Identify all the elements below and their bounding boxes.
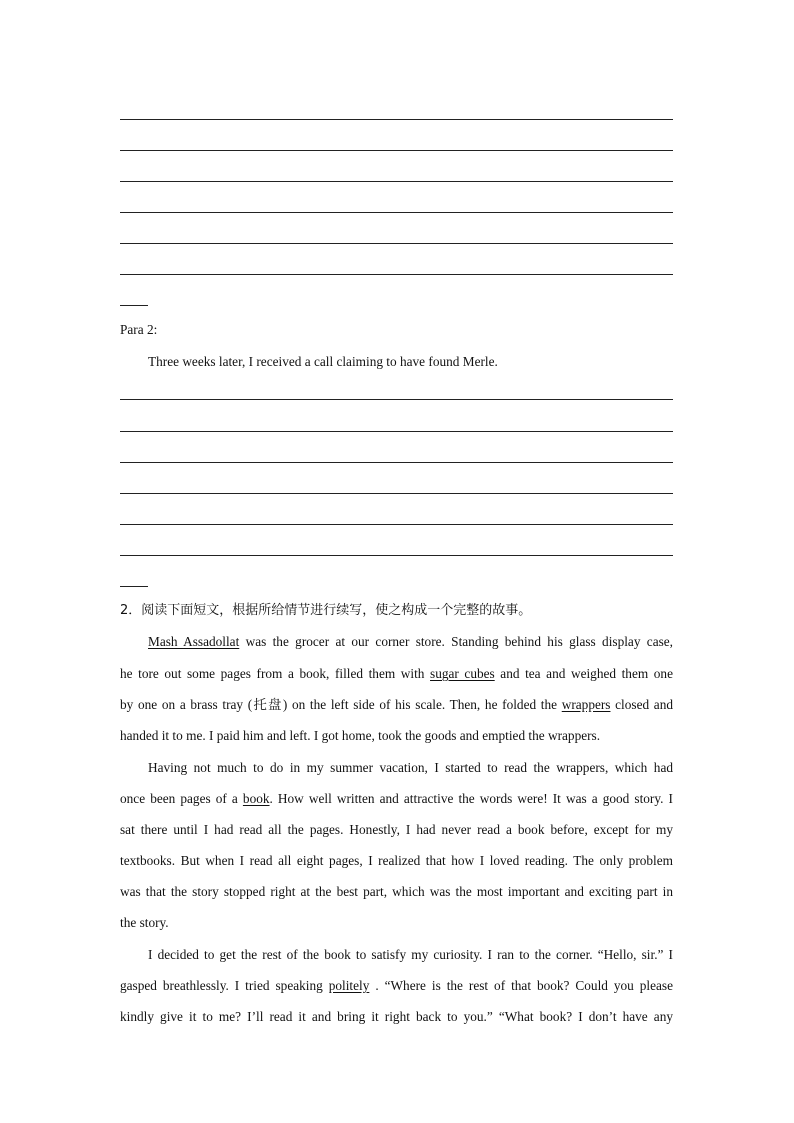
answer-line[interactable] [120, 555, 673, 556]
question-heading: 2．阅读下面短文，根据所给情节进行续写，使之构成一个完整的故事。 [120, 603, 532, 618]
passage-line: I decided to get the rest of the book to satisfy my curiosity. I ran to the corner. “Hello, sir.” I [148, 947, 673, 962]
passage-text: he tore out some pages from a book, filled them with [120, 666, 431, 681]
answer-line[interactable] [120, 274, 673, 275]
underlined-term: book [242, 791, 270, 806]
passage-text: and tea and weighed them one [494, 666, 673, 681]
passage-line [120, 977, 673, 995]
answer-line[interactable] [120, 150, 673, 151]
passage-text: was the grocer at our corner store. Standing behind his glass display case, [239, 634, 673, 649]
passage-line: handed it to me. I paid him and left. I got home, took the goods and emptied the wrappers. [120, 728, 601, 743]
answer-line-end[interactable] [120, 305, 148, 306]
passage-line: was that the story stopped right at the best part, which was the most important and exciting part in [120, 884, 673, 899]
underlined-term: sugar cubes [430, 666, 495, 681]
answer-line[interactable] [120, 212, 673, 213]
passage-text: closed and [610, 697, 673, 712]
passage-line [120, 790, 673, 808]
answer-line[interactable] [120, 119, 673, 120]
para2-label: Para 2: [120, 322, 158, 337]
passage-text: . “Where is the rest of that book? Could you please [369, 978, 673, 993]
answer-line[interactable] [120, 493, 673, 494]
answer-line[interactable] [120, 399, 673, 400]
passage-line: kindly give it to me? I’ll read it and bring it right back to you.” “What book? I don’t have any [120, 1009, 673, 1024]
underlined-term: politely [328, 978, 370, 993]
passage-line [120, 696, 673, 714]
answer-line[interactable] [120, 431, 673, 432]
passage-text: . How well written and attractive the words were! It was a good story. I [269, 791, 673, 806]
para2-opening-sentence: Three weeks later, I received a call claiming to have found Merle. [148, 354, 498, 369]
passage-text: once been pages of a [120, 791, 243, 806]
answer-line[interactable] [120, 524, 673, 525]
answer-line[interactable] [120, 181, 673, 182]
answer-line[interactable] [120, 462, 673, 463]
passage-line: the story. [120, 915, 169, 930]
passage-line [148, 633, 673, 651]
answer-line[interactable] [120, 243, 673, 244]
underlined-term: wrappers [561, 697, 611, 712]
passage-line: sat there until I had read all the pages. Honestly, I had never read a book before, except for my [120, 822, 673, 837]
passage-line: Having not much to do in my summer vacation, I started to read the wrappers, which had [148, 760, 673, 775]
passage-line [120, 665, 673, 683]
passage-text: gasped breathlessly. I tried speaking [120, 978, 329, 993]
passage-text: by one on a brass tray (托盘) on the left side of his scale. Then, he folded the [120, 697, 562, 712]
underlined-term: Mash Assadollat [148, 634, 240, 649]
passage-line: textbooks. But when I read all eight pages, I realized that how I loved reading. The only problem [120, 853, 673, 868]
answer-line-end[interactable] [120, 586, 148, 587]
